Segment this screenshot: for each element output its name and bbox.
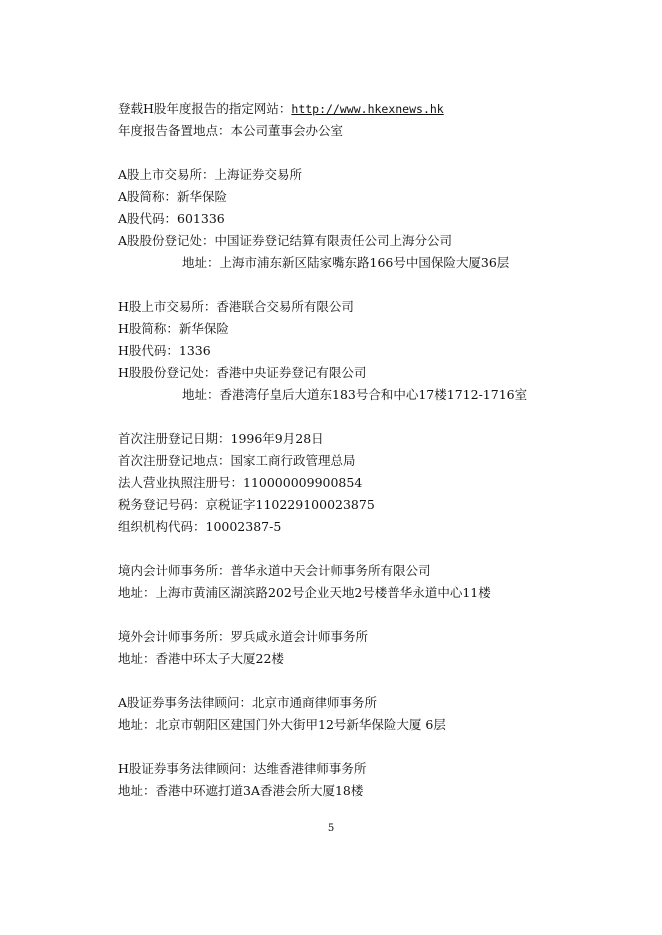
report-location-line: 年度报告备置地点：本公司董事会办公室 — [118, 123, 344, 138]
report-website-line — [118, 98, 638, 120]
a-share-registrar-address: 地址：上海市浦东新区陆家嘴东路166号中国保险大厦36层 — [182, 255, 510, 270]
overseas-auditor-name: 境外会计师事务所：罗兵咸永道会计师事务所 — [118, 629, 369, 644]
h-share-exchange: H股上市交易所：香港联合交易所有限公司 — [118, 299, 354, 314]
h-share-legal-advisor-address: 地址：香港中环遮打道3A香港会所大厦18楼 — [118, 783, 364, 798]
domestic-auditor-name: 境内会计师事务所：普华永道中天会计师事务所有限公司 — [118, 563, 431, 578]
first-registration-date: 首次注册登记日期：1996年9月28日 — [118, 431, 324, 446]
h-share-registrar: H股股份登记处：香港中央证券登记有限公司 — [118, 365, 367, 380]
domestic-auditor-address: 地址：上海市黄浦区湖滨路202号企业天地2号楼普华永道中心11楼 — [118, 585, 491, 600]
spacer — [118, 406, 638, 428]
a-share-legal-advisor-name: A股证券事务法律顾问：北京市通商律师事务所 — [118, 695, 378, 710]
spacer — [118, 604, 638, 626]
h-share-code: H股代码：1336 — [118, 343, 211, 358]
report-website-label: 登载H股年度报告的指定网站： — [118, 101, 292, 116]
spacer — [118, 274, 638, 296]
a-share-short-name: A股简称：新华保险 — [118, 189, 228, 204]
h-share-short-name: H股简称：新华保险 — [118, 321, 229, 336]
spacer — [118, 142, 638, 164]
spacer — [118, 736, 638, 758]
document-body — [118, 98, 638, 802]
a-share-code: A股代码：601336 — [118, 211, 225, 226]
spacer — [118, 538, 638, 560]
h-share-legal-advisor-name: H股证券事务法律顾问：达维香港律师事务所 — [118, 761, 367, 776]
a-share-exchange: A股上市交易所：上海证券交易所 — [118, 167, 303, 182]
spacer — [118, 670, 638, 692]
overseas-auditor-address: 地址：香港中环太子大厦22楼 — [118, 651, 284, 666]
organization-code: 组织机构代码：10002387-5 — [118, 519, 282, 534]
a-share-registrar: A股股份登记处：中国证券登记结算有限责任公司上海分公司 — [118, 233, 453, 248]
business-license-number: 法人营业执照注册号：110000009900854 — [118, 475, 363, 490]
h-share-registrar-address: 地址：香港湾仔皇后大道东183号合和中心17楼1712-1716室 — [182, 387, 528, 402]
report-website-link[interactable]: http://www.hkexnews.hk — [291, 102, 444, 116]
tax-registration-number: 税务登记号码：京税证字110229100023875 — [118, 497, 375, 512]
page-number: 5 — [327, 823, 335, 834]
first-registration-place: 首次注册登记地点：国家工商行政管理总局 — [118, 453, 356, 468]
a-share-legal-advisor-address: 地址：北京市朝阳区建国门外大街甲12号新华保险大厦 6层 — [118, 717, 446, 732]
